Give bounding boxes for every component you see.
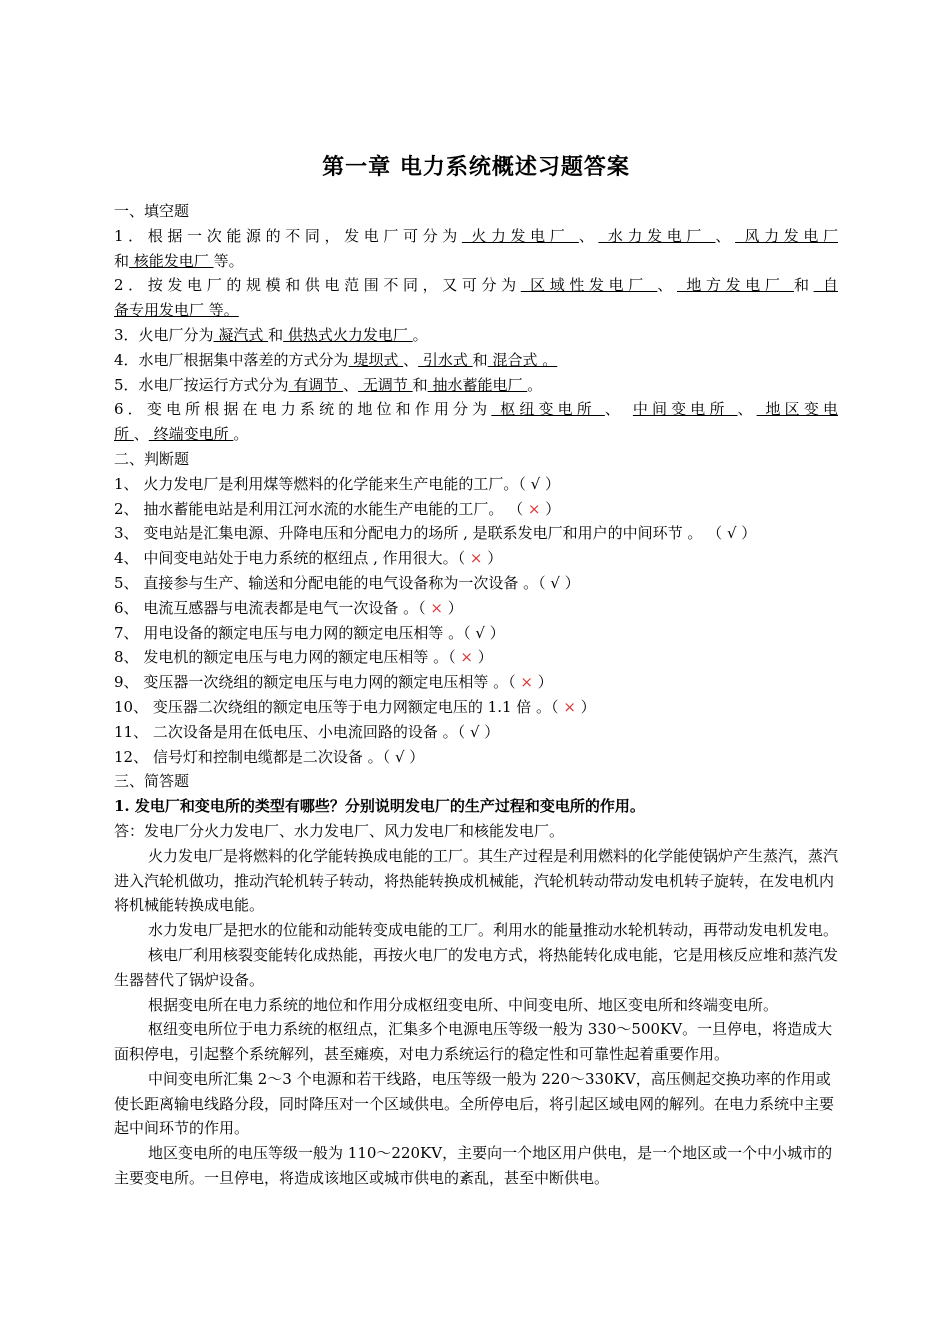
judge-statement: 用电设备的额定电压与电力网的额定电压相等 。（ — [143, 623, 471, 642]
judge-number: 5、 — [114, 573, 139, 592]
cross-mark: × — [563, 697, 576, 716]
judge-list — [114, 472, 838, 770]
judge-item: 10、 变压器二次绕组的额定电压等于电力网额定电压的 1.1 倍 。（ × ） — [114, 697, 596, 716]
judge-number: 2、 — [114, 499, 139, 518]
document-page — [114, 150, 838, 1191]
judge-number: 7、 — [114, 623, 139, 642]
cross-mark: × — [527, 499, 541, 518]
judge-item: 2、 抽水蓄能电站是利用江河水流的水能生产电能的工厂。 （ × ） — [114, 499, 561, 518]
judge-statement: 火力发电厂是利用煤等燃料的化学能来生产电能的工厂。（ — [143, 474, 526, 493]
judge-item: 12、 信号灯和控制电缆都是二次设备 。（ √ ） — [114, 747, 425, 766]
judge-statement: 变压器一次绕组的额定电压与电力网的额定电压相等 。（ — [143, 673, 516, 692]
judge-number: 3、 — [114, 524, 139, 543]
judge-statement: 中间变电站处于电力系统的枢纽点 , 作用很大。（ — [143, 549, 466, 568]
check-mark: √ — [469, 722, 480, 741]
answer-paragraph: 水力发电厂是把水的位能和动能转变成电能的工厂。利用水的能量推动水轮机转动，再带动发电机发电。 — [148, 921, 838, 940]
answer-paragraph: 枢纽变电所位于电力系统的枢纽点，汇集多个电源电压等级一般为 330～500KV。一旦停电，将造成大面积停电，引起整个系统解列，甚至瘫痪，对电力系统运行的稳定性和可靠性起着重要作用。 — [114, 1020, 833, 1064]
fill-question-2: 2．按发电厂的规模和供电范围不同，又可分为 区域性发电厂 、 地方发电厂 和 自 — [114, 276, 838, 295]
judge-number: 6、 — [114, 598, 139, 617]
judge-number: 11、 — [114, 722, 149, 741]
judge-statement: 发电机的额定电压与电力网的额定电压相等 。（ — [143, 648, 456, 667]
judge-statement: 变压器二次绕组的额定电压等于电力网额定电压的 1.1 倍 。（ — [152, 697, 559, 716]
fill-question-6-cont: 所 、 终端变电所 。 — [114, 425, 249, 444]
fill-question-3: 3．火电厂分为 凝汽式 和 供热式火力发电厂 。 — [114, 325, 428, 344]
section-heading-judge: 二、判断题 — [114, 449, 190, 468]
check-mark: √ — [550, 573, 560, 592]
fill-question-5: 5．水电厂按运行方式分为 有调节 、 无调节 和 抽水蓄能电厂 。 — [114, 375, 543, 394]
fill-question-4: 4．水电厂根据集中落差的方式分为 堤坝式 、 引水式 和 混合式 。 — [114, 350, 558, 369]
check-mark: √ — [475, 623, 485, 642]
judge-item: 7、 用电设备的额定电压与电力网的额定电压相等 。（ √ ） — [114, 623, 505, 642]
judge-item: 11、 二次设备是用在低电压、小电流回路的设备 。（ √ ） — [114, 722, 500, 741]
cross-mark: × — [520, 673, 533, 692]
judge-item: 4、 中间变电站处于电力系统的枢纽点 , 作用很大。（ × ） — [114, 549, 503, 568]
cross-mark: × — [469, 549, 483, 568]
fill-question-1: 1．根据一次能源的不同，发电厂可分为 火力发电厂 、 水力发电厂 、 风力发电厂 — [114, 226, 838, 245]
answer-paragraph: 中间变电所汇集 2～3 个电源和若干线路，电压等级一般为 220～330KV，高压侧起交换功率的作用或使长距离输电线路分段，同时降压对一个区域供电。全所停电后，将引起区域电网的解列。在电力系统中主要起中间环节的作用。 — [114, 1069, 835, 1138]
judge-statement: 信号灯和控制电缆都是二次设备 。（ — [152, 747, 391, 766]
judge-number: 8、 — [114, 648, 139, 667]
section-heading-short: 三、简答题 — [114, 772, 190, 791]
judge-number: 10、 — [114, 697, 149, 716]
answer-paragraph: 火力发电厂是将燃料的化学能转换成电能的工厂。其生产过程是利用燃料的化学能使锅炉产生蒸汽，蒸汽进入汽轮机做功，推动汽轮机转子转动，将热能转换成机械能，汽轮机转动带动发电机转子旋转，在发电机内将机械能转换成电能。 — [114, 846, 838, 915]
answer-intro: 答：发电厂分火力发电厂、水力发电厂、风力发电厂和核能发电厂。 — [114, 821, 565, 840]
answer-paragraph: 核电厂利用核裂变能转化成热能，再按火电厂的发电方式，将热能转化成电能，它是用核反应堆和蒸汽发生器替代了锅炉设备。 — [114, 945, 838, 989]
cross-mark: × — [460, 648, 473, 667]
judge-number: 1、 — [114, 474, 139, 493]
check-mark: √ — [394, 747, 405, 766]
answer-paragraph: 地区变电所的电压等级一般为 110～220KV，主要向一个地区用户供电，是一个地区或一个中小城市的主要变电所。一旦停电，将造成该地区或城市供电的紊乱，甚至中断供电。 — [114, 1144, 833, 1188]
judge-number: 12、 — [114, 747, 149, 766]
judge-item: 1、 火力发电厂是利用煤等燃料的化学能来生产电能的工厂。（ √ ） — [114, 474, 560, 493]
fill-question-6: 6．变电所根据在电力系统的地位和作用分为 枢纽变电所 、 中间变电所 、 地区变电 — [114, 400, 838, 419]
judge-item: 5、 直接参与生产、输送和分配电能的电气设备称为一次设备 。（ √ ） — [114, 573, 580, 592]
page-title: 第一章 电力系统概述习题答案 — [322, 155, 630, 180]
judge-statement: 直接参与生产、输送和分配电能的电气设备称为一次设备 。（ — [143, 573, 546, 592]
judge-statement: 抽水蓄能电站是利用江河水流的水能生产电能的工厂。 （ — [143, 499, 524, 518]
short-question-1: 1. 发电厂和变电所的类型有哪些？分别说明发电厂的生产过程和变电所的作用。 — [114, 797, 645, 816]
judge-number: 9、 — [114, 673, 139, 692]
judge-item: 9、 变压器一次绕组的额定电压与电力网的额定电压相等 。（ × ） — [114, 673, 553, 692]
judge-statement: 变电站是汇集电源、升降电压和分配电力的场所 , 是联系发电厂和用户的中间环节 。 （ — [143, 524, 723, 543]
judge-statement: 电流互感器与电流表都是电气一次设备 。（ — [143, 598, 426, 617]
judge-item: 3、 变电站是汇集电源、升降电压和分配电力的场所 , 是联系发电厂和用户的中间环节 。 （ √ ） — [114, 524, 757, 543]
judge-item: 8、 发电机的额定电压与电力网的额定电压相等 。（ × ） — [114, 648, 493, 667]
judge-number: 4、 — [114, 549, 139, 568]
fill-question-1-cont: 和 核能发电厂 等。 — [114, 251, 244, 270]
answer-paragraph: 根据变电所在电力系统的地位和作用分成枢纽变电所、中间变电所、地区变电所和终端变电所。 — [148, 995, 779, 1014]
judge-item: 6、 电流互感器与电流表都是电气一次设备 。（ × ） — [114, 598, 463, 617]
check-mark: √ — [726, 524, 737, 543]
judge-statement: 二次设备是用在低电压、小电流回路的设备 。（ — [152, 722, 466, 741]
fill-question-2-cont: 备专用发电厂 等。 — [114, 301, 239, 320]
check-mark: √ — [530, 474, 541, 493]
section-heading-fill: 一、填空题 — [114, 202, 190, 220]
cross-mark: × — [430, 598, 443, 617]
